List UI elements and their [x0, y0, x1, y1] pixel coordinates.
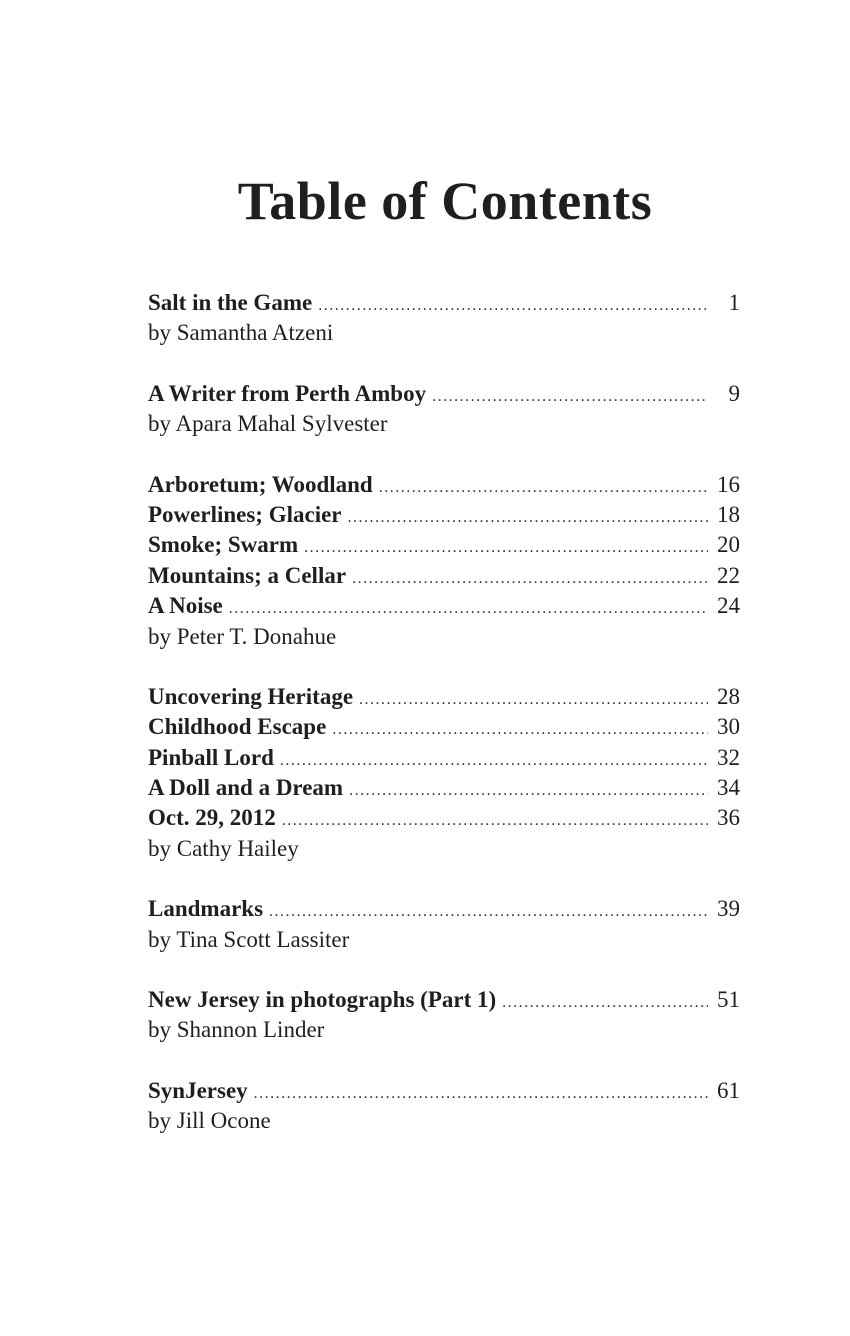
toc-title: Landmarks: [148, 896, 264, 922]
dot-leader: [304, 533, 708, 563]
toc-entry: [148, 379, 740, 440]
toc-title: Pinball Lord: [148, 744, 274, 770]
dot-leader: [229, 594, 708, 624]
dot-leader: [318, 291, 708, 321]
toc-title: Powerlines; Glacier: [148, 501, 342, 527]
toc-title: Arboretum; Woodland: [148, 471, 373, 497]
toc-page-number: 30: [717, 714, 740, 740]
dot-leader: [502, 988, 708, 1018]
toc-row: [148, 894, 740, 924]
toc-row: [148, 561, 740, 591]
toc-row: [148, 803, 740, 833]
toc-author: by Samantha Atzeni: [148, 320, 334, 346]
toc-page-number: 61: [717, 1077, 740, 1103]
toc-entry: [148, 682, 740, 864]
toc-title: New Jersey in photographs (Part 1): [148, 987, 497, 1013]
toc-row: [148, 1076, 740, 1106]
dot-leader: [379, 473, 708, 503]
toc-row: [148, 773, 740, 803]
toc-title: A Writer from Perth Amboy: [148, 380, 427, 406]
toc-author: by Tina Scott Lassiter: [148, 926, 350, 952]
toc-row: [148, 743, 740, 773]
toc-title: Oct. 29, 2012: [148, 805, 276, 831]
toc-row: [148, 591, 740, 621]
table-of-contents: [148, 288, 740, 1167]
toc-page-number: 24: [717, 593, 740, 619]
toc-row: [148, 530, 740, 560]
toc-page-number: 34: [717, 775, 740, 801]
dot-leader: [280, 746, 708, 776]
toc-page-number: 39: [717, 896, 740, 922]
toc-page-number: 36: [717, 805, 740, 831]
toc-title: A Doll and a Dream: [148, 775, 344, 801]
toc-page-number: 1: [728, 290, 740, 315]
toc-row: [148, 288, 740, 318]
toc-author: by Shannon Linder: [148, 1017, 325, 1043]
toc-author: by Apara Mahal Sylvester: [148, 411, 388, 437]
toc-entry: [148, 288, 740, 349]
page-title: Table of Contents: [237, 171, 653, 231]
toc-entry: [148, 470, 740, 652]
toc-entry: [148, 985, 740, 1046]
dot-leader: [348, 503, 708, 533]
toc-page-number: 20: [717, 532, 740, 558]
toc-entry: [148, 1076, 740, 1137]
toc-row: [148, 682, 740, 712]
toc-row: [148, 379, 740, 409]
toc-page-number: 22: [717, 562, 740, 588]
dot-leader: [352, 564, 708, 594]
toc-title: Uncovering Heritage: [148, 683, 354, 709]
dot-leader: [359, 685, 708, 715]
dot-leader: [332, 715, 708, 745]
toc-page-number: 32: [717, 744, 740, 770]
toc-row: [148, 985, 740, 1015]
toc-title: Childhood Escape: [148, 714, 327, 740]
toc-title: SynJersey: [148, 1077, 248, 1103]
dot-leader: [282, 806, 708, 836]
dot-leader: [254, 1079, 708, 1109]
toc-author: by Jill Ocone: [148, 1108, 271, 1134]
toc-author: by Peter T. Donahue: [148, 623, 337, 649]
toc-page-number: 18: [717, 501, 740, 527]
toc-author: by Cathy Hailey: [148, 835, 299, 861]
toc-page-number: 16: [717, 471, 740, 497]
dot-leader: [349, 776, 708, 806]
toc-title: Salt in the Game: [148, 290, 313, 315]
toc-page-number: 28: [717, 683, 740, 709]
toc-row: [148, 500, 740, 530]
toc-title: Smoke; Swarm: [148, 532, 299, 558]
toc-page-number: 51: [717, 987, 740, 1013]
toc-entry: [148, 894, 740, 955]
dot-leader: [269, 897, 708, 927]
toc-page-number: 9: [728, 380, 740, 406]
toc-row: [148, 712, 740, 742]
dot-leader: [432, 382, 708, 412]
toc-title: A Noise: [148, 593, 223, 619]
toc-row: [148, 470, 740, 500]
toc-title: Mountains; a Cellar: [148, 562, 347, 588]
